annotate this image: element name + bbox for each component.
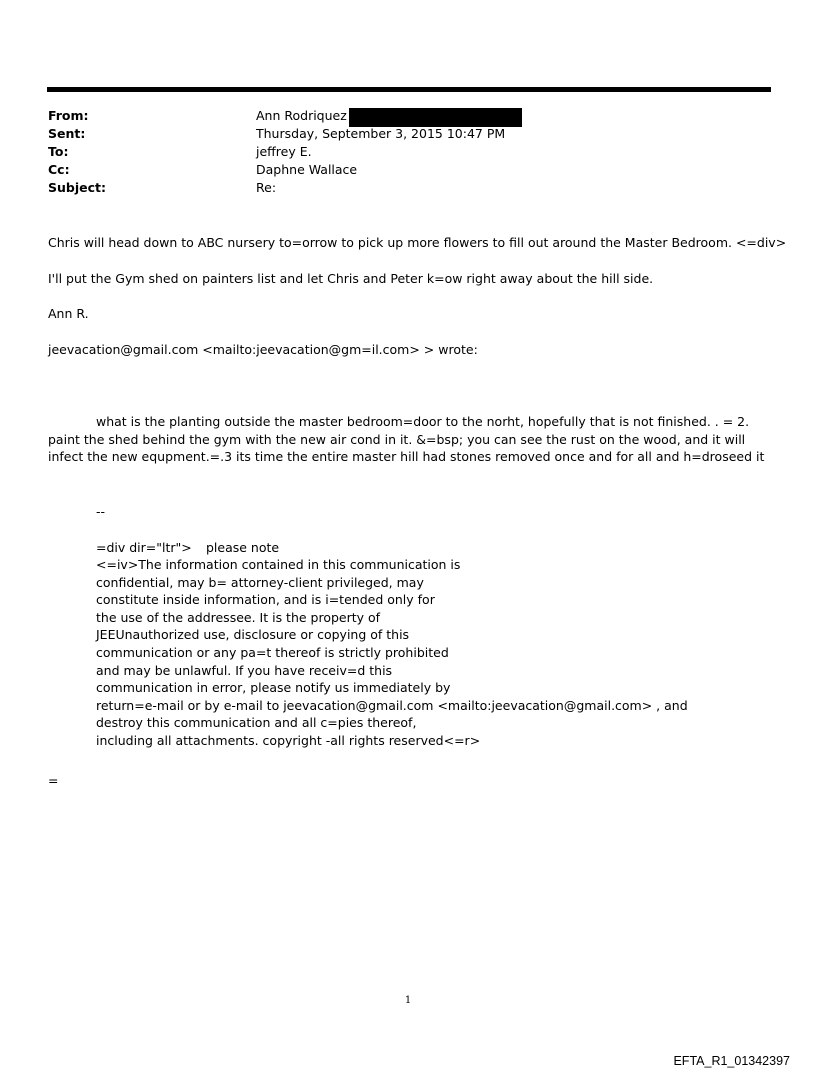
body-signoff: Ann R. [48, 306, 89, 321]
quote-header: jeevacation@gmail.com <mailto:jeevacation@gm=il.com> > wrote: [48, 342, 478, 357]
disclaimer [96, 556, 688, 750]
disclaimer-line: the use of the addressee. It is the property of [96, 609, 381, 625]
disclaimer-line: return=e-mail or by e-mail to jeevacation@gmail.com <mailto:jeevacation@gmail.com> , and [96, 697, 688, 713]
disclaimer-line: destroy this communication and all c=pies thereof, [96, 715, 417, 731]
please-note: please note [206, 540, 280, 555]
body-line-1: Chris will head down to ABC nursery to=orrow to pick up more flowers to fill out around the Master Bedroom. <=div> [48, 235, 787, 250]
div-prefix: =div dir="ltr"> [96, 540, 192, 555]
disclaimer-line: confidential, may b= attorney-client privileged, may [96, 574, 424, 590]
to-label: To: [48, 144, 69, 159]
cc-value: Daphne Wallace [256, 162, 358, 177]
disclaimer-line: and may be unlawful. If you have receiv=d this [96, 662, 393, 678]
page-number: 1 [404, 995, 412, 1006]
body-line-2: I'll put the Gym shed on painters list and let Chris and Peter k=ow right away about the hill side. [48, 271, 654, 286]
header-rule [47, 87, 771, 92]
signature-separator: -- [96, 504, 106, 519]
to-value: jeffrey E. [256, 144, 312, 159]
quoted-paragraph [48, 413, 768, 466]
disclaimer-line: <=iv>The information contained in this communication is [96, 557, 461, 572]
quoted-paragraph-text: what is the planting outside the master bedroom=door to the norht, hopefully that is not finished. . = 2. paint the shed behind the gym with the new air cond in it. &=bsp; you can see the rust on the wood, and it will infect the new equpment.=.3 its time the entire master hill had stones removed once and for all and h=droseed it [48, 414, 765, 464]
cc-label: Cc: [48, 162, 70, 177]
disclaimer-line: communication in error, please notify us immediately by [96, 680, 451, 696]
disclaimer-line: JEEUnauthorized use, disclosure or copying of this [96, 627, 410, 643]
subject-label: Subject: [48, 180, 106, 195]
sent-value: Thursday, September 3, 2015 10:47 PM [256, 126, 506, 141]
from-value: Ann Rodriquez [256, 108, 347, 123]
from-label: From: [48, 108, 89, 123]
disclaimer-line: constitute inside information, and is i=tended only for [96, 592, 435, 608]
trailing-equals: = [48, 773, 59, 788]
sent-label: Sent: [48, 126, 86, 141]
bates-number: EFTA_R1_01342397 [673, 1054, 790, 1068]
disclaimer-line: communication or any pa=t thereof is strictly prohibited [96, 644, 449, 660]
disclaimer-line: including all attachments. copyright -all rights reserved<=r> [96, 732, 481, 748]
subject-value: Re: [256, 180, 277, 195]
